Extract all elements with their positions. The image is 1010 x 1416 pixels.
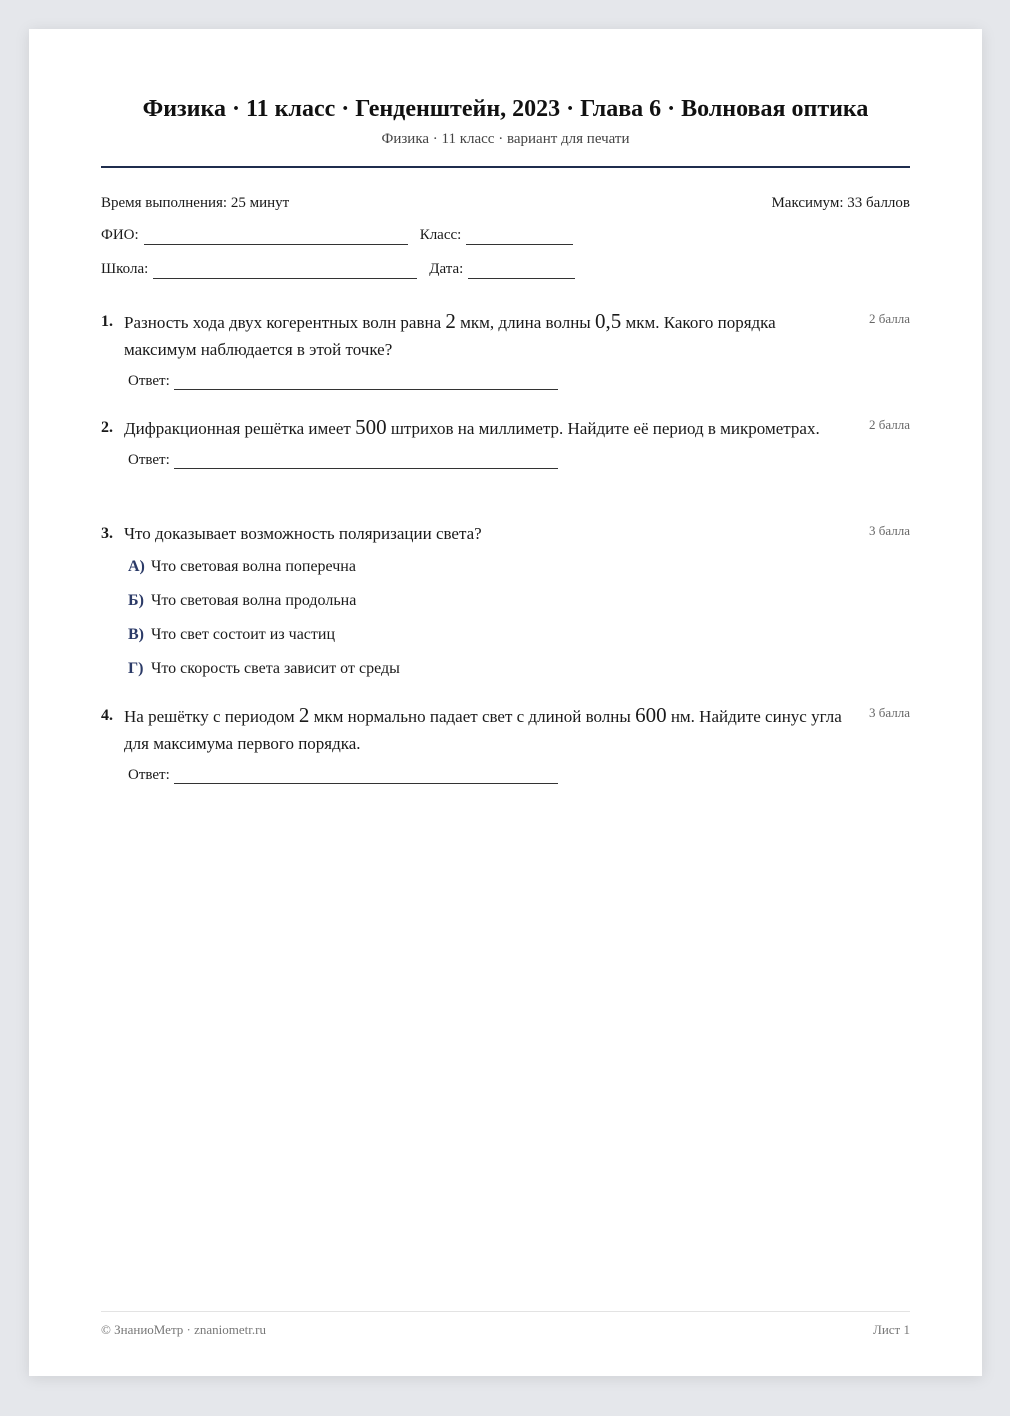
question-text: Что доказывает возможность поляризации света? xyxy=(124,524,482,543)
answer-field[interactable] xyxy=(174,454,558,469)
option-b[interactable] xyxy=(128,591,910,611)
max-score: Максимум: 33 баллов xyxy=(771,195,910,211)
meta-row xyxy=(101,193,910,213)
option-letter: Г) xyxy=(128,660,144,677)
date-field[interactable] xyxy=(468,264,575,279)
option-a[interactable] xyxy=(128,557,910,577)
option-letter: Б) xyxy=(128,592,144,609)
header-divider xyxy=(101,166,910,168)
page-subtitle: Физика · 11 класс · вариант для печати xyxy=(381,131,630,147)
answer-row xyxy=(128,767,910,784)
option-d[interactable] xyxy=(128,659,910,679)
footer-sheet-number: Лист 1 xyxy=(873,1322,910,1337)
date-label: Дата: xyxy=(429,261,464,277)
question-text: Разность хода двух когерентных волн равна 2 мкм, длина волны 0,5 мкм. Какого порядка максимум наблюдается в этой точке? xyxy=(124,309,776,359)
question-text: Дифракционная решётка имеет 500 штрихов на миллиметр. Найдите её период в микрометрах. xyxy=(124,415,820,439)
time-limit: Время выполнения: 25 минут xyxy=(101,195,290,211)
question-text: На решётку с периодом 2 мкм нормально падает свет с длиной волны 600 нм. Найдите синус угла для максимума первого порядка. xyxy=(124,703,842,753)
answer-row xyxy=(128,452,910,469)
option-text: Что световая волна поперечна xyxy=(151,558,356,575)
question-points: 2 балла xyxy=(869,311,910,326)
option-letter: В) xyxy=(128,626,144,643)
question-4 xyxy=(101,702,910,784)
question-number: 3. xyxy=(101,525,113,542)
question-2 xyxy=(101,414,910,469)
answer-field[interactable] xyxy=(174,375,558,390)
answer-field[interactable] xyxy=(174,769,558,784)
option-text: Что световая волна продольна xyxy=(151,592,357,609)
option-text: Что скорость света зависит от среды xyxy=(151,660,400,677)
option-text: Что свет состоит из частиц xyxy=(151,626,336,643)
fio-field[interactable] xyxy=(144,230,408,245)
page-footer xyxy=(101,1321,910,1339)
answer-label: Ответ: xyxy=(128,452,170,468)
question-1 xyxy=(101,308,910,390)
fio-label: ФИО: xyxy=(101,227,139,243)
field-row-school-date xyxy=(101,259,587,279)
field-row-fio-class xyxy=(101,225,585,245)
option-c[interactable] xyxy=(128,625,910,645)
answer-label: Ответ: xyxy=(128,767,170,783)
question-points: 2 балла xyxy=(869,417,910,432)
class-label: Класс: xyxy=(419,227,462,243)
school-field[interactable] xyxy=(153,264,417,279)
question-number: 1. xyxy=(101,313,113,330)
worksheet-page xyxy=(29,29,982,1376)
page-title: Физика · 11 класс · Генденштейн, 2023 · Глава 6 · Волновая оптика xyxy=(142,96,869,122)
footer-divider xyxy=(101,1311,910,1312)
question-number: 4. xyxy=(101,707,113,724)
option-letter: А) xyxy=(128,558,145,575)
worksheet-header xyxy=(101,93,910,149)
options-list xyxy=(128,557,910,679)
class-field[interactable] xyxy=(466,230,573,245)
footer-copyright: © ЗнаниоМетр · znaniometr.ru xyxy=(101,1322,266,1337)
school-label: Школа: xyxy=(101,261,149,277)
question-points: 3 балла xyxy=(869,523,910,538)
question-3 xyxy=(101,520,910,693)
answer-row xyxy=(128,373,910,390)
question-number: 2. xyxy=(101,419,113,436)
question-points: 3 балла xyxy=(869,705,910,720)
answer-label: Ответ: xyxy=(128,373,170,389)
